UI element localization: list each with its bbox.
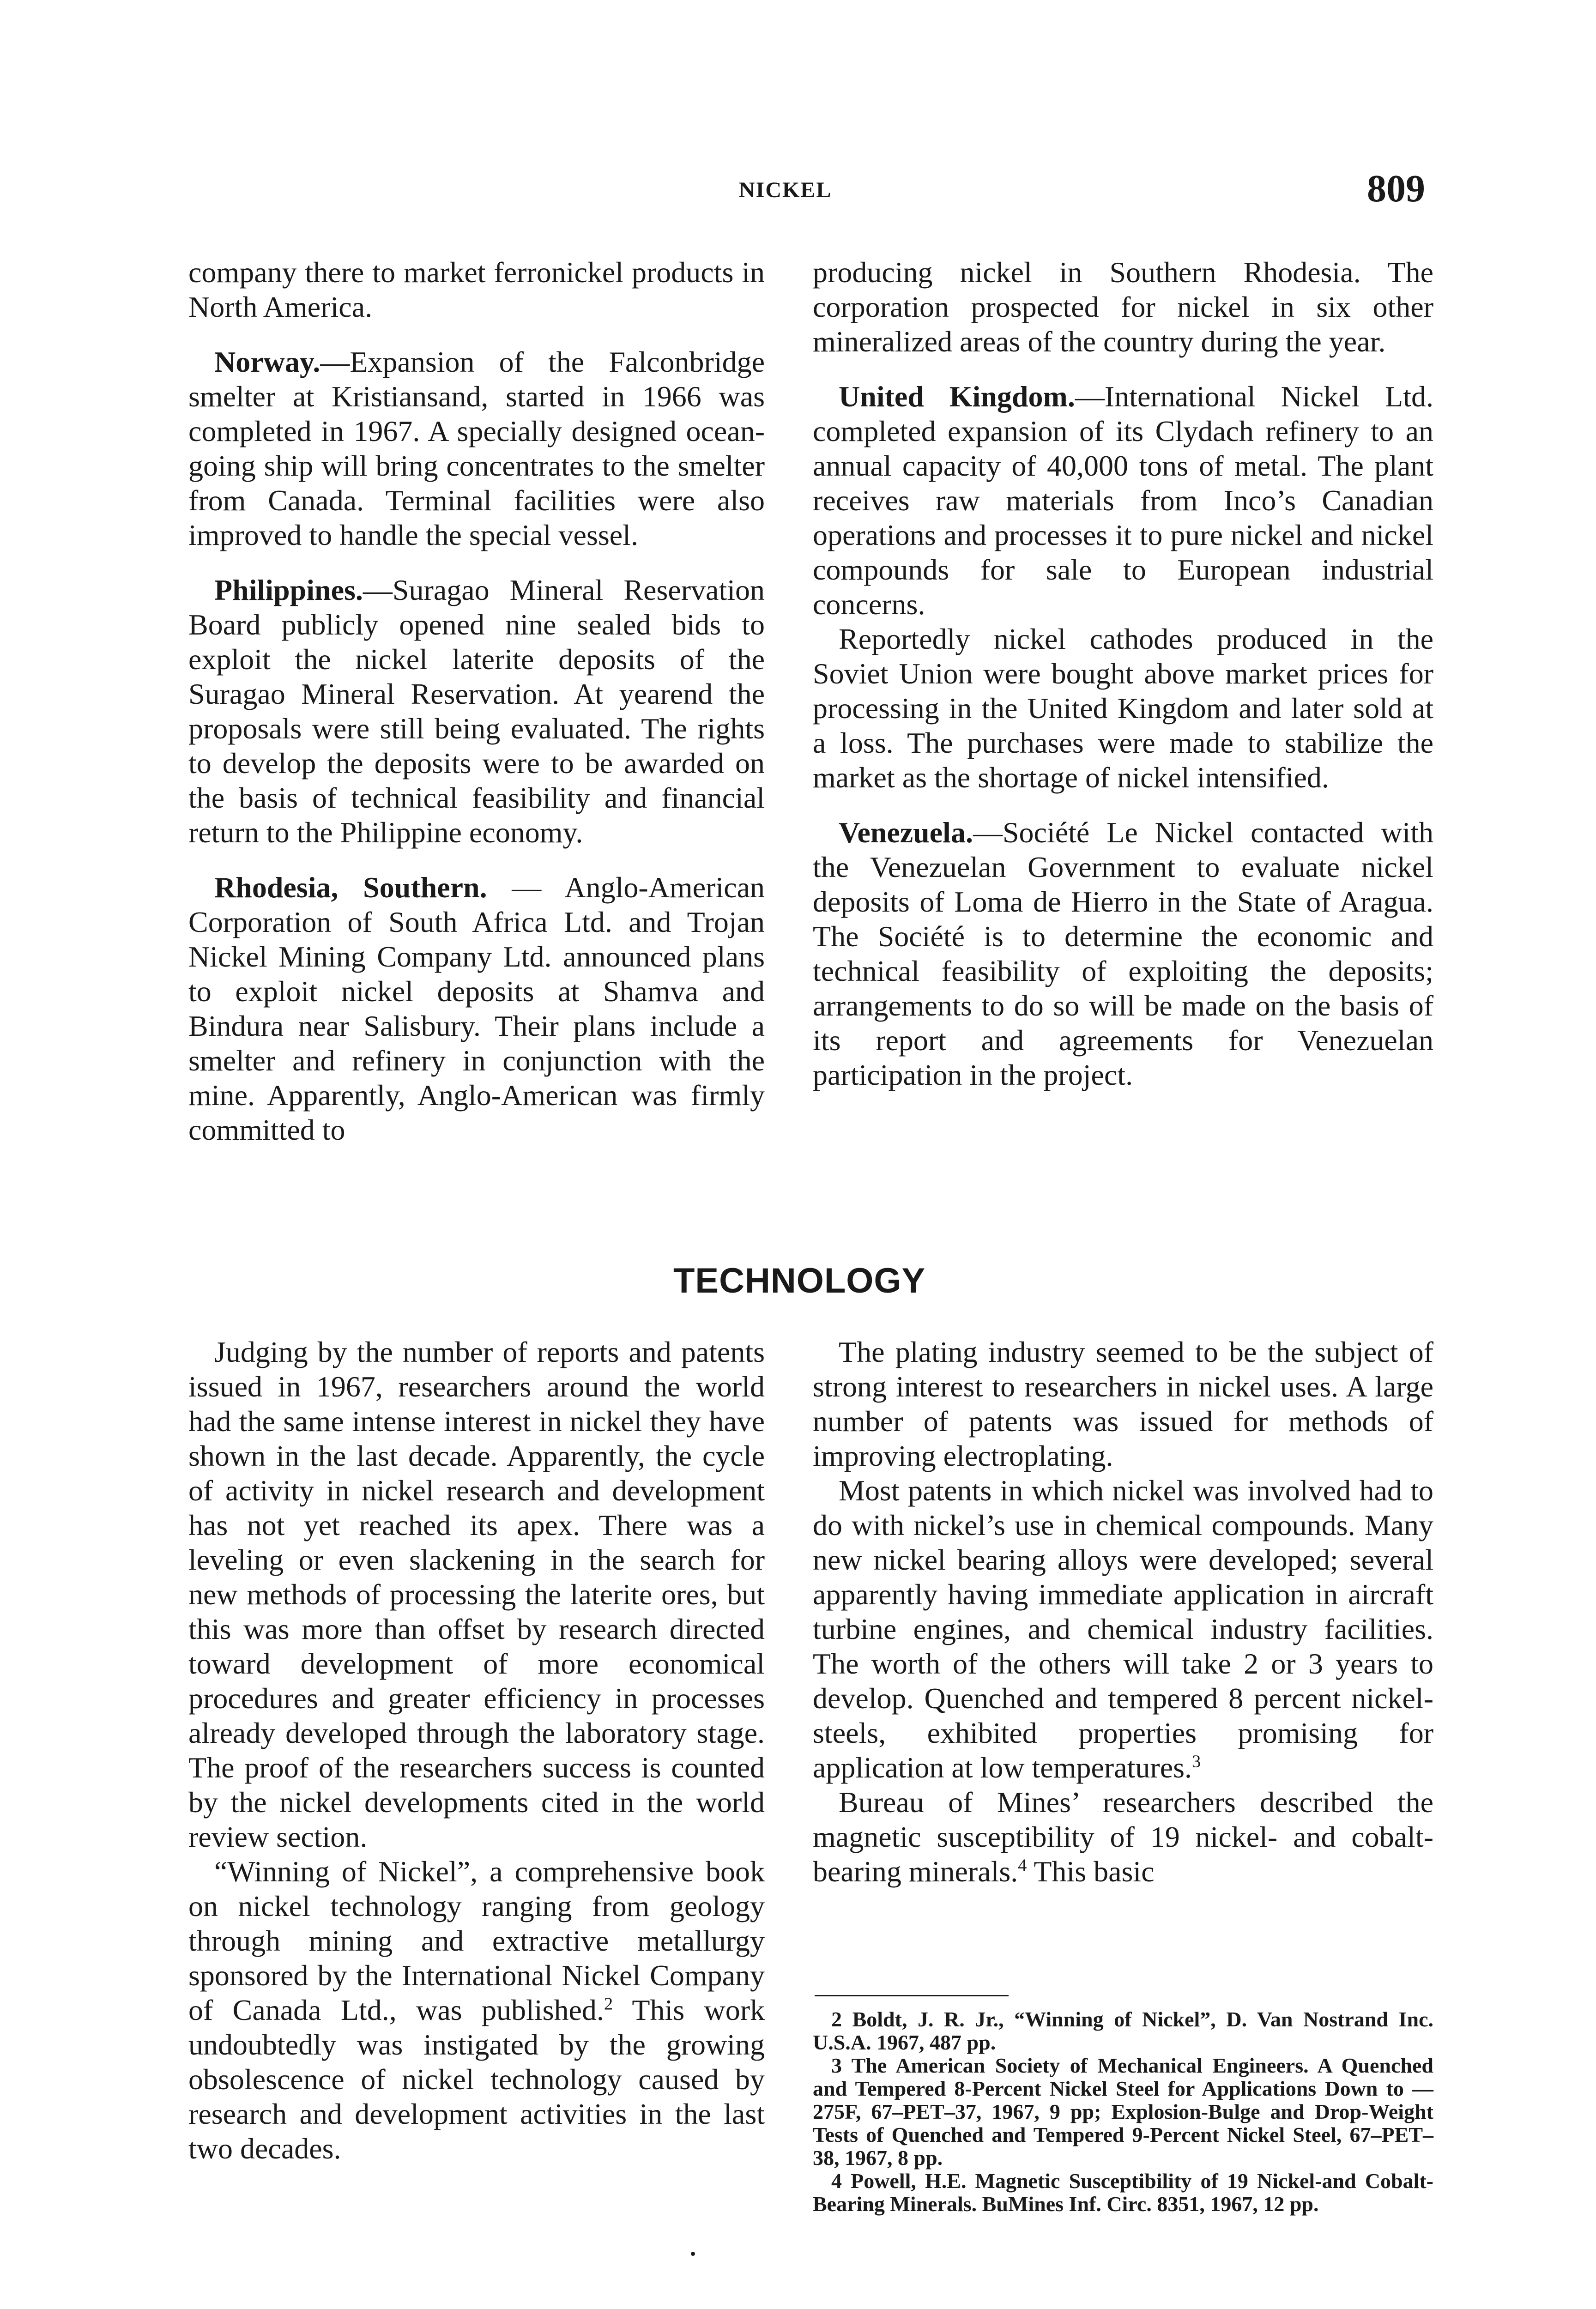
paragraph: company there to market ferronickel products in North America.	[188, 256, 765, 323]
paragraph	[188, 1854, 765, 2166]
paragraph-rhodesia	[188, 870, 765, 1147]
paragraph-philippines	[188, 573, 765, 850]
footnote-2: 2 Boldt, J. R. Jr., “Winning of Nickel”, D. Van Nostrand Inc. U.S.A. 1967, 487 pp.	[813, 2007, 1433, 2054]
paragraph-text: — Anglo-American Corporation of South Africa Ltd. and Trojan Nickel Mining Company Ltd. announced plans to exploit nickel deposits at Shamva and Bindura near Salisbury. Their plans include a smelter and refinery in conjunction with the mine. Apparently, Anglo-American was firmly committed to	[188, 871, 765, 1146]
footnote-ref: 2	[604, 1994, 613, 2014]
footnote-3: 3 The American Society of Mechanical Engineers. A Quenched and Tempered 8-Percent Nickel Steel for Applications Down to —275F, 67–PET–37, 1967, 9 pp; Explosion-Bulge and Drop-Weight Tests of Quenched and Tempered 9-Percent Nickel Steel, 67–PET–38, 1967, 8 pp.	[813, 2054, 1433, 2170]
country-heading: United Kingdom.	[839, 380, 1075, 413]
page-number: 809	[1367, 167, 1425, 210]
paragraph-norway	[188, 345, 765, 552]
paragraph: Reportedly nickel cathodes produced in the Soviet Union were bought above market prices for processing in the United Kingdom and later sold at a loss. The purchases were made to stabilize the market as the shortage of nickel intensified.	[813, 623, 1433, 794]
paragraph-text: “Winning of Nickel”, a comprehensive book on nickel technology ranging from geology through mining and extractive metallurgy sponsored by the International Nickel Company of Canada Ltd., was published.	[188, 1855, 765, 2026]
paragraph	[813, 1785, 1433, 1889]
country-heading: Venezuela.	[839, 816, 973, 849]
paragraph-text: —International Nickel Ltd. completed expansion of its Clydach refinery to an annual capacity of 40,000 tons of metal. The plant receives raw materials from Inco’s Canadian operations and processes it to pure nickel and nickel compounds for sale to European industrial concerns.	[813, 380, 1434, 621]
country-heading: Norway.	[214, 345, 320, 378]
paragraph: producing nickel in Southern Rhodesia. The corporation prospected for nickel in six other mineralized areas of the country during the year.	[813, 256, 1433, 358]
country-heading: Philippines.	[214, 574, 363, 606]
running-head: NICKEL	[739, 178, 832, 202]
paragraph: The plating industry seemed to be the subject of strong interest to researchers in nickel uses. A large number of patents was issued for methods of improving electroplating.	[813, 1336, 1433, 1472]
footnote-4: 4 Powell, H.E. Magnetic Susceptibility of 19 Nickel-and Cobalt-Bearing Minerals. BuMines Inf. Circ. 8351, 1967, 12 pp.	[813, 2169, 1433, 2216]
footnote-divider	[815, 1995, 1009, 1996]
paragraph-text: —Expansion of the Falconbridge smelter at Kristiansand, started in 1966 was completed in 1967. A specially designed ocean-going ship will bring concentrates to the smelter from Canada. Terminal facilities were also improved to handle the special vessel.	[188, 345, 765, 551]
footnote-ref: 3	[1192, 1752, 1201, 1771]
paragraph: Judging by the number of reports and patents issued in 1967, researchers around the world had the same intense interest in nickel they have shown in the last decade. Apparently, the cycle of activity in nickel research and development has not yet reached its apex. There was a leveling or even slackening in the search for new methods of processing the laterite ores, but this was more than offset by research directed toward development of more economical procedures and greater efficiency in processes already developed through the laboratory stage. The proof of the researchers success is counted by the nickel developments cited in the world review section.	[188, 1336, 765, 1853]
footnotes	[813, 2008, 1433, 2216]
paragraph-venezuela	[813, 815, 1433, 1092]
paragraph-text: Bureau of Mines’ researchers described the magnetic susceptibility of 19 nickel- and cobalt-bearing minerals.	[813, 1786, 1433, 1888]
country-heading: Rhodesia, Southern.	[214, 871, 487, 904]
paragraph	[813, 1473, 1433, 1785]
paragraph-text: Most patents in which nickel was involved had to do with nickel’s use in chemical compounds. Many new nickel bearing alloys were developed; several apparently having immediate application in aircraft turbine engines, and chemical industry facilities. The worth of the others will take 2 or 3 years to develop. Quenched and tempered 8 percent nickel-steels, exhibited properties promising for application at low temperatures.	[813, 1474, 1433, 1784]
left-column-bottom	[188, 1335, 765, 2166]
paragraph-text: This basic	[1027, 1855, 1155, 1888]
right-column-top	[813, 255, 1433, 1092]
paragraph-text: This work undoubtedly was instigated by the growing obsolescence of nickel technology caused by research and development activities in the last two decades.	[188, 1994, 765, 2165]
section-title: TECHNOLOGY	[673, 1261, 926, 1300]
print-speck	[691, 2252, 695, 2256]
right-column-bottom	[813, 1335, 1433, 1889]
footnote-ref: 4	[1018, 1856, 1027, 1875]
paragraph-text: —Société Le Nickel contacted with the Venezuelan Government to evaluate nickel deposits of Loma de Hierro in the State of Aragua. The Société is to determine the economic and technical feasibility of exploiting the deposits; arrangements to do so will be made on the basis of its report and agreements for Venezuelan participation in the project.	[813, 816, 1433, 1091]
left-column-top	[188, 255, 765, 1147]
paragraph-united-kingdom	[813, 379, 1433, 622]
paragraph-text: —Suragao Mineral Reservation Board publicly opened nine sealed bids to exploit the nickel laterite deposits of the Suragao Mineral Reservation. At yearend the proposals were still being evaluated. The rights to develop the deposits were to be awarded on the basis of technical feasibility and financial return to the Philippine economy.	[188, 574, 765, 849]
